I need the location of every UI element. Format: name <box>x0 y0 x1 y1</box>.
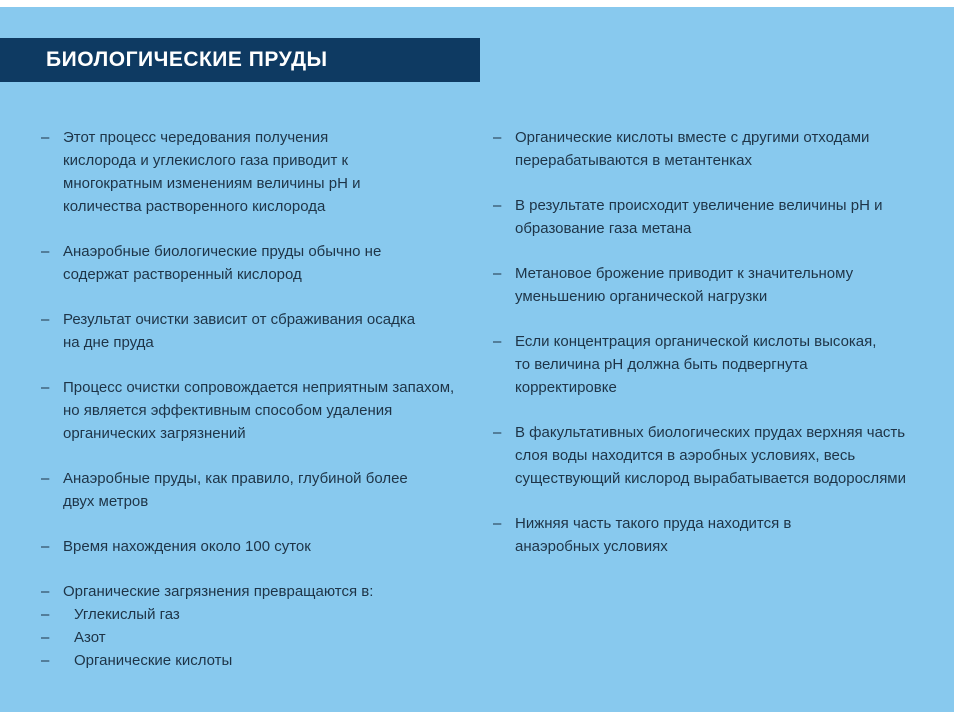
bullet-dash: – <box>41 538 50 555</box>
sublist <box>41 603 461 672</box>
bullet-dash: – <box>41 311 50 328</box>
slide <box>0 7 954 712</box>
list-item <box>41 240 443 286</box>
bullet-dash: – <box>41 652 50 669</box>
list-item-text: В результате происходит увеличение величины рН и образование газа метана <box>515 197 883 237</box>
sublist-item <box>41 603 461 626</box>
bullet-dash: – <box>41 606 50 623</box>
list-item-text: Если концентрация органической кислоты высокая, то величина рН должна быть подвергнута корректировке <box>515 333 877 396</box>
list-item-text: Результат очистки зависит от сбраживания осадка на дне пруда <box>63 311 416 351</box>
slide-title: БИОЛОГИЧЕСКИЕ ПРУДЫ <box>46 48 328 71</box>
list-item <box>493 194 915 240</box>
list-item <box>41 467 423 513</box>
list-item-text: Органические загрязнения превращаются в: <box>63 583 374 600</box>
list-item <box>493 421 935 490</box>
bullet-dash: – <box>41 379 50 396</box>
sublist-item <box>41 626 461 649</box>
right-column <box>493 126 933 580</box>
list-item-text: Время нахождения около 100 суток <box>63 538 311 555</box>
list-item <box>41 126 403 218</box>
bullet-dash: – <box>41 470 50 487</box>
list-item <box>41 376 458 445</box>
sublist-item <box>41 649 461 672</box>
bullet-dash: – <box>493 129 502 146</box>
sublist-item-text: Азот <box>74 629 106 646</box>
list-item <box>41 580 463 603</box>
bullet-dash: – <box>41 243 50 260</box>
bullet-dash: – <box>493 515 502 532</box>
list-item-text: Органические кислоты вместе с другими отходами перерабатываются в метантенках <box>515 129 870 169</box>
list-item-text: Метановое брожение приводит к значительному уменьшению органической нагрузки <box>515 265 854 305</box>
bullet-dash: – <box>41 583 50 600</box>
list-item <box>493 330 880 399</box>
bullet-dash: – <box>41 629 50 646</box>
list-item <box>493 126 885 172</box>
bullet-dash: – <box>41 129 50 146</box>
bullet-dash: – <box>493 265 502 282</box>
sublist-item-text: Органические кислоты <box>74 652 233 669</box>
list-item-text: Нижняя часть такого пруда находится в анаэробных условиях <box>515 515 792 555</box>
list-item-text: Анаэробные биологические пруды обычно не содержат растворенный кислород <box>63 243 382 283</box>
list-item <box>493 262 935 308</box>
list-item <box>493 512 870 558</box>
title-bar <box>0 38 480 82</box>
list-item-text: Процесс очистки сопровождается неприятным запахом, но является эффективным способом удаления органических загрязнений <box>63 379 455 442</box>
list-item-text: В факультативных биологических прудах верхняя часть слоя воды находится в аэробных условиях, весь существующий кислород вырабатывается водорослями <box>515 424 907 487</box>
list-item <box>41 535 443 558</box>
list-item <box>41 308 423 354</box>
bullet-dash: – <box>493 333 502 350</box>
list-item-text: Этот процесс чередования получения кислорода и углекислого газа приводит к многократным изменениям величины рН и количества растворенного кислорода <box>63 129 361 215</box>
bullet-dash: – <box>493 424 502 441</box>
list-item-text: Анаэробные пруды, как правило, глубиной более двух метров <box>63 470 408 510</box>
left-column <box>41 126 461 672</box>
sublist-item-text: Углекислый газ <box>74 606 180 623</box>
bullet-dash: – <box>493 197 502 214</box>
